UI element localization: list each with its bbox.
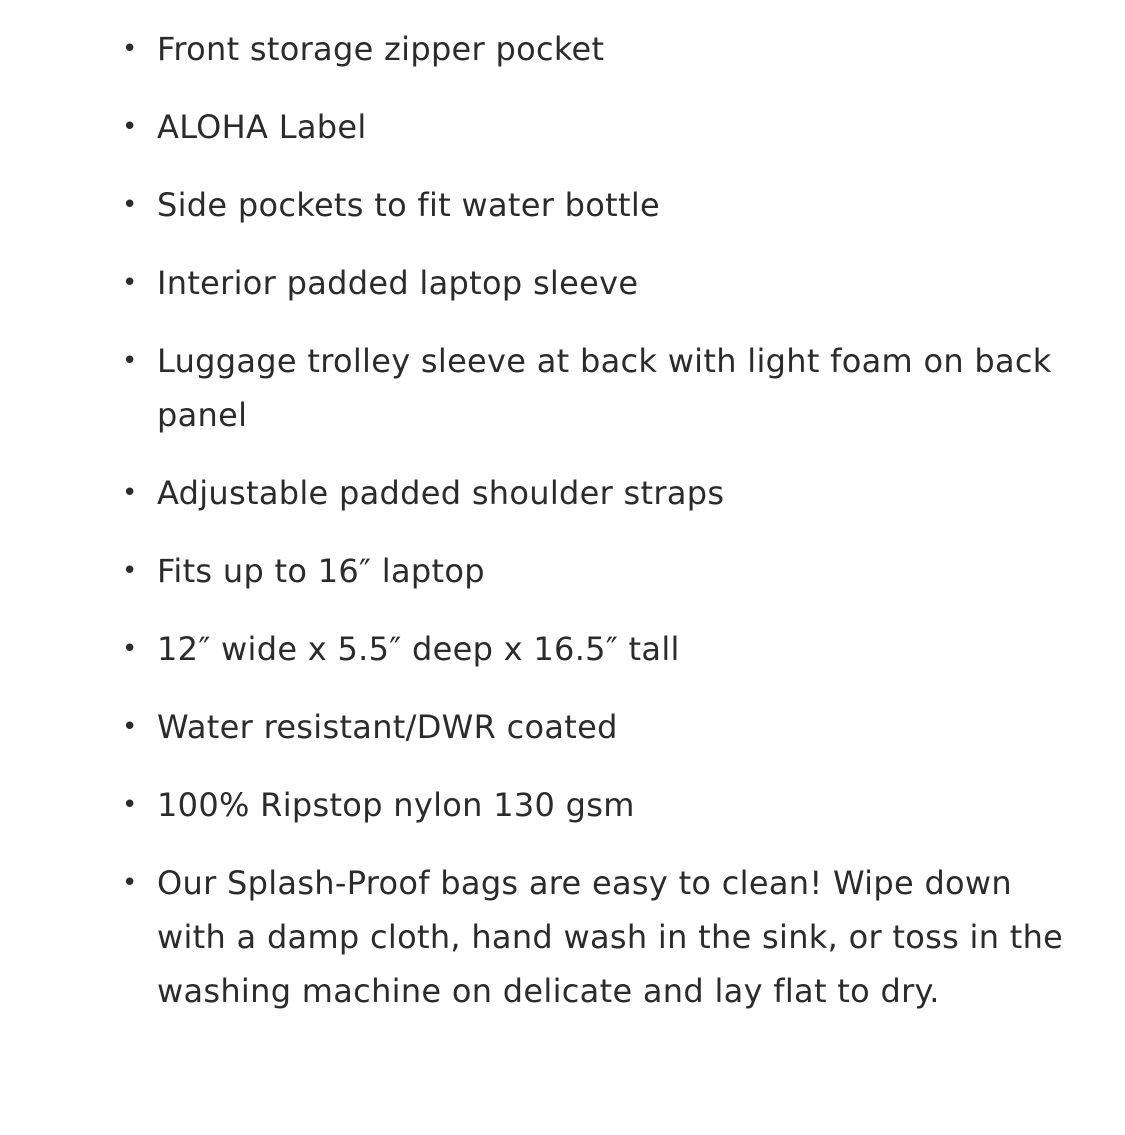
- feature-text: 100% Ripstop nylon 130 gsm: [157, 786, 635, 824]
- feature-text: Adjustable padded shoulder straps: [157, 474, 725, 512]
- bullet-icon: •: [122, 34, 138, 64]
- bullet-icon: •: [122, 478, 138, 508]
- list-item: [0, 778, 1125, 832]
- feature-text: Side pockets to fit water bottle: [157, 186, 661, 224]
- bullet-icon: •: [122, 346, 138, 376]
- feature-text: Front storage zipper pocket: [157, 30, 605, 68]
- feature-text: Our Splash-Proof bags are easy to clean! Wipe down with a damp cloth, hand wash in the sink, or toss in the washing machine on delicate and lay flat to dry.: [157, 864, 1064, 1010]
- list-item: [0, 622, 1125, 676]
- feature-list: [0, 22, 1125, 1042]
- list-item: [0, 856, 1125, 1018]
- feature-text: Fits up to 16″ laptop: [157, 552, 485, 590]
- feature-text: ALOHA Label: [157, 108, 367, 146]
- bullet-icon: •: [122, 634, 138, 664]
- list-item: [0, 100, 1125, 154]
- bullet-icon: •: [122, 190, 138, 220]
- list-item: [0, 466, 1125, 520]
- bullet-icon: •: [122, 556, 138, 586]
- bullet-icon: •: [122, 868, 138, 898]
- feature-text: Water resistant/DWR coated: [157, 708, 618, 746]
- list-item: [0, 178, 1125, 232]
- list-item: [0, 22, 1125, 76]
- bullet-icon: •: [122, 712, 138, 742]
- feature-text: Interior padded laptop sleeve: [157, 264, 639, 302]
- list-item: [0, 544, 1125, 598]
- bullet-icon: •: [122, 790, 138, 820]
- list-item: [0, 256, 1125, 310]
- list-item: [0, 334, 1125, 442]
- feature-text: 12″ wide x 5.5″ deep x 16.5″ tall: [157, 630, 680, 668]
- bullet-icon: •: [122, 268, 138, 298]
- bullet-icon: •: [122, 112, 138, 142]
- feature-text: Luggage trolley sleeve at back with light foam on back panel: [157, 342, 1052, 434]
- list-item: [0, 700, 1125, 754]
